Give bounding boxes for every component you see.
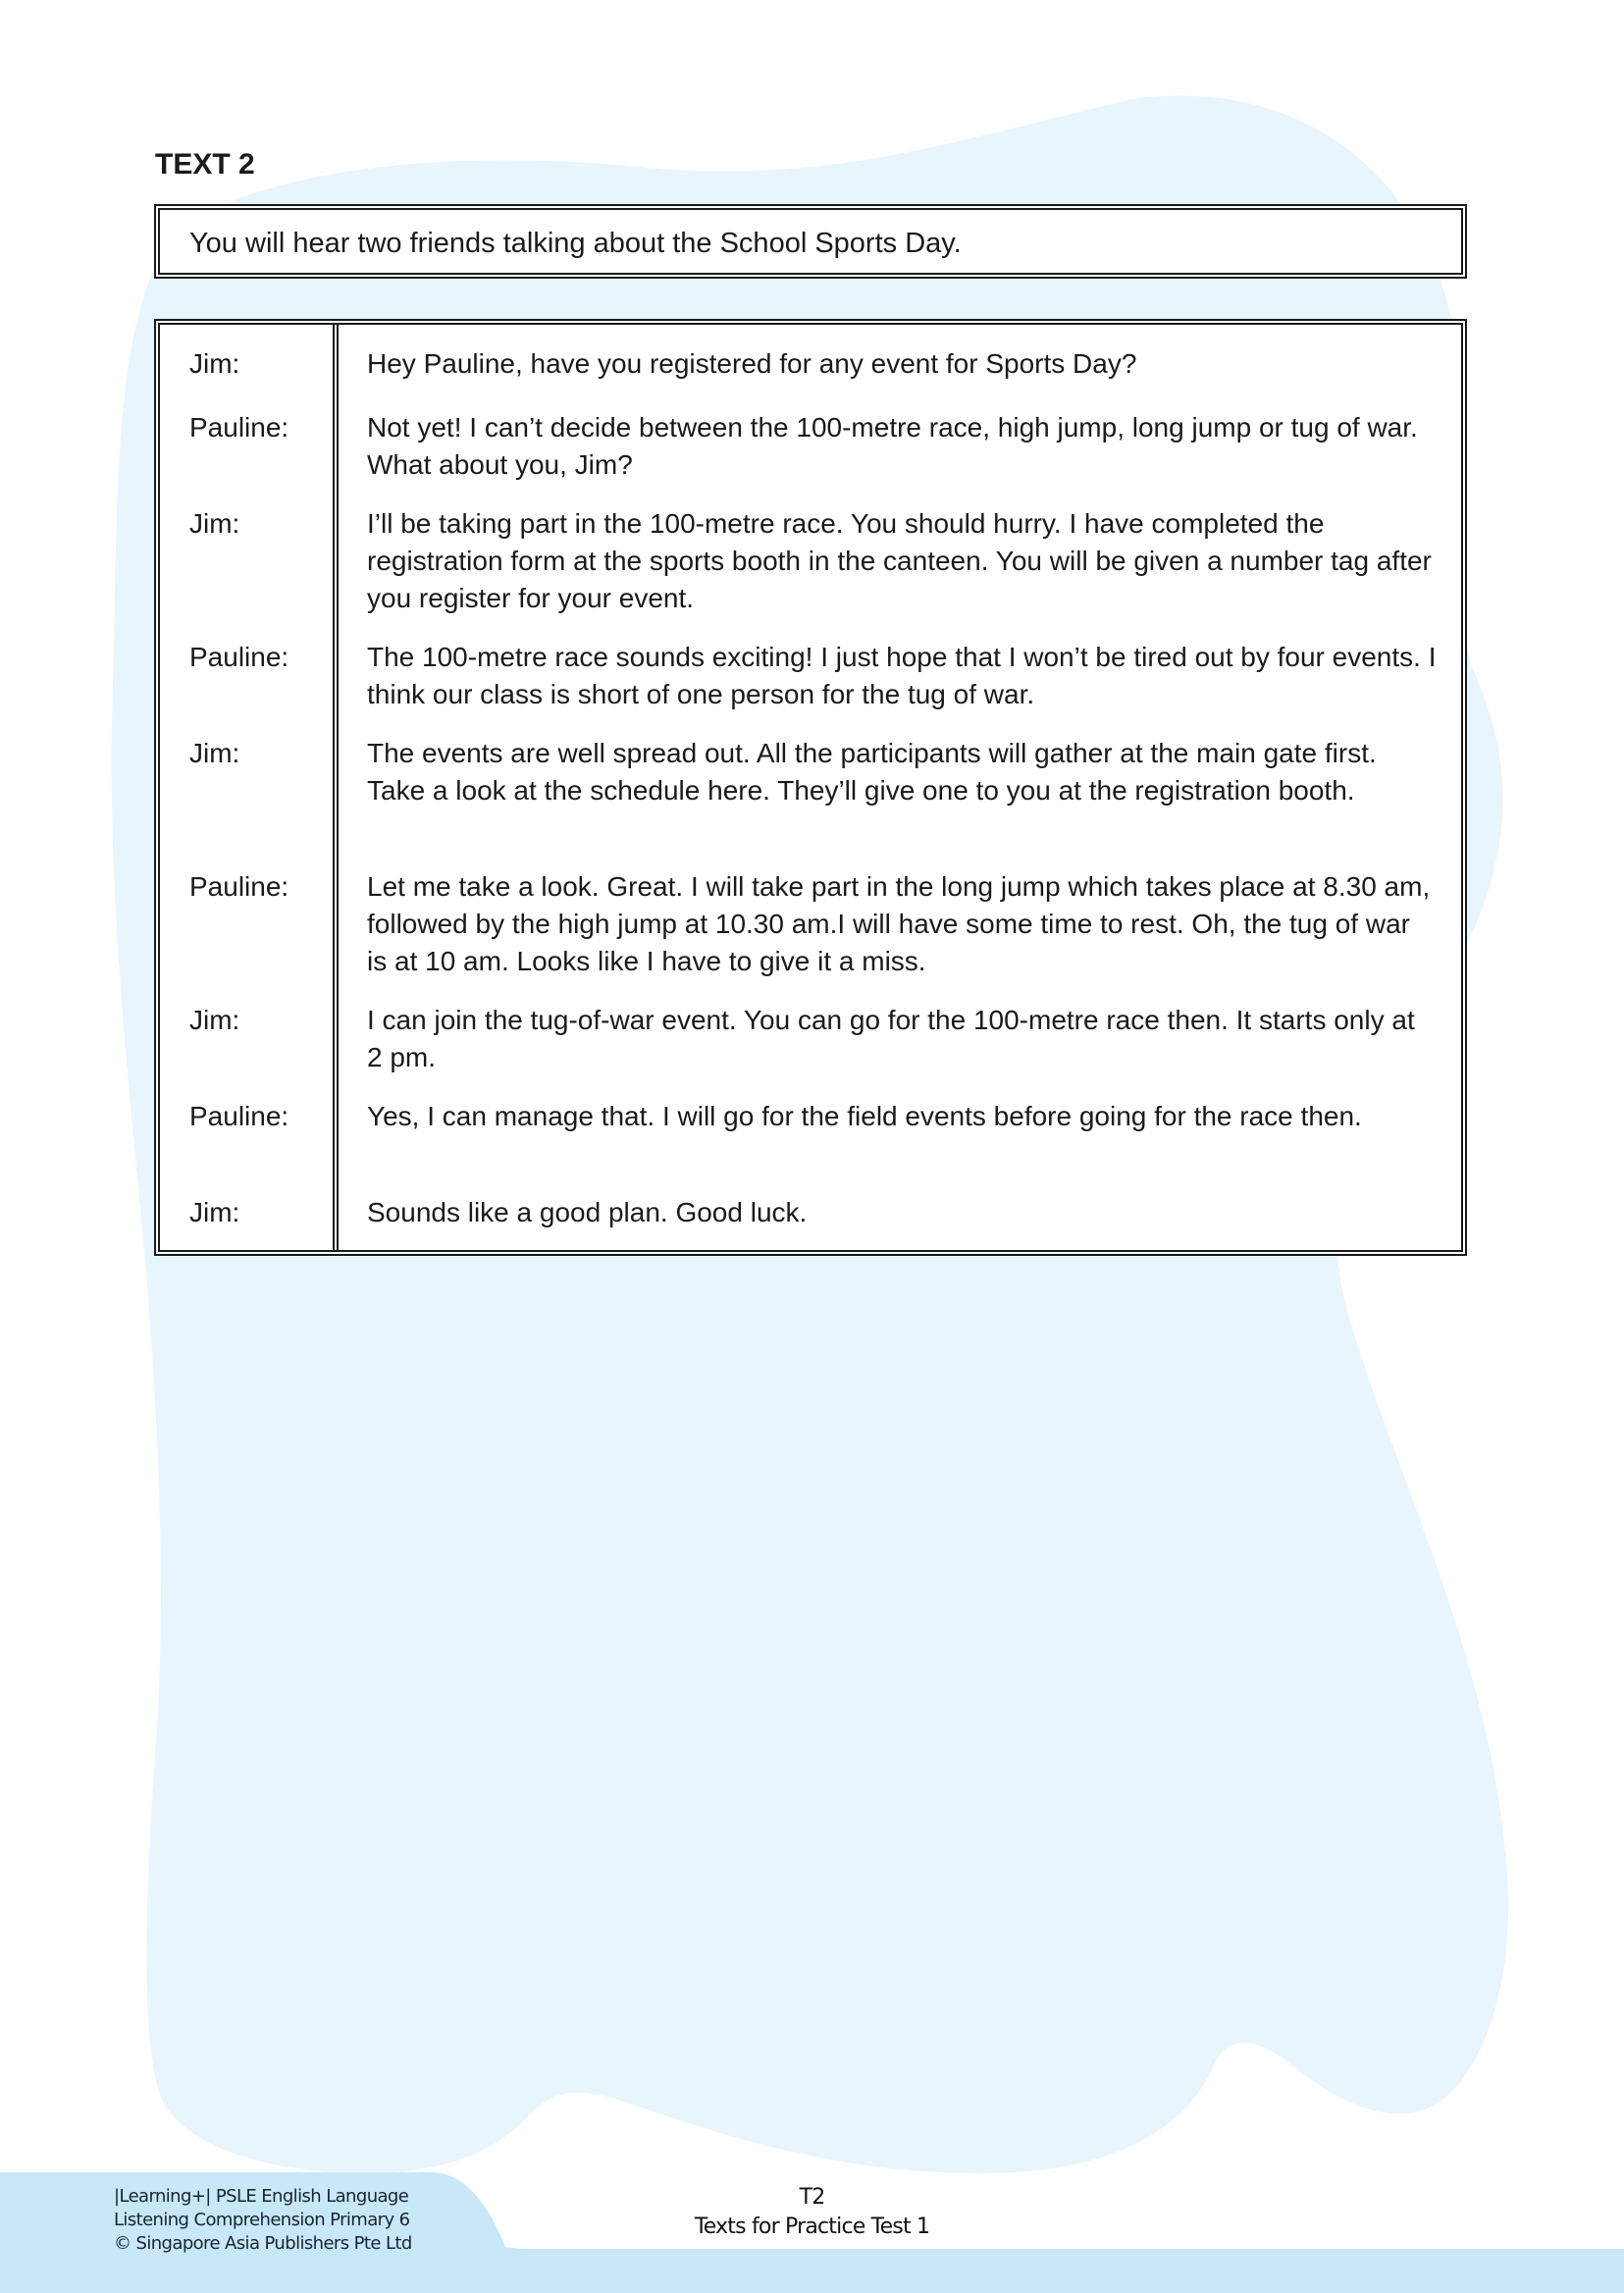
speaker-label: Jim: <box>189 508 240 539</box>
speaker-label: Jim: <box>189 738 240 768</box>
dialogue-line: The 100-metre race sounds exciting! I just hope that I won’t be tired out by four events. I think our class is short of one person for the tug of war. <box>367 642 1437 709</box>
publisher-line-series: |Learning+| PSLE English Language <box>114 2186 409 2207</box>
dialogue-table <box>154 319 1467 1256</box>
publisher-credits <box>114 2185 412 2256</box>
dialogue-line: Sounds like a good plan. Good luck. <box>367 1197 808 1227</box>
section-title: TEXT 2 <box>155 148 255 181</box>
dialogue-line: Let me take a look. Great. I will take part in the long jump which takes place at 8.30 am, followed by the high jump at 10.30 am.I will have some time to rest. Oh, the tug of war is at 10 am. Looks like I have to give it a miss. <box>367 871 1431 976</box>
dialogue-line: Yes, I can manage that. I will go for the field events before going for the race then. <box>367 1101 1362 1131</box>
page-number: T2 <box>799 2185 825 2210</box>
speaker-label: Pauline: <box>189 1101 289 1131</box>
dialogue-line: Not yet! I can’t decide between the 100-metre race, high jump, long jump or tug of war. What about you, Jim? <box>367 412 1418 480</box>
publisher-line-copyright: © Singapore Asia Publishers Pte Ltd <box>114 2233 412 2254</box>
speaker-label: Pauline: <box>189 412 289 443</box>
speaker-label: Jim: <box>189 1005 240 1035</box>
speaker-label: Pauline: <box>189 871 289 902</box>
section-label: Texts for Practice Test 1 <box>694 2215 930 2239</box>
publisher-line-book: Listening Comprehension Primary 6 <box>114 2210 410 2230</box>
dialogue-line: I’ll be taking part in the 100-metre race. You should hurry. I have completed the registration form at the sports booth in the canteen. You will be given a number tag after you register for your event. <box>367 508 1432 613</box>
column-divider <box>333 325 339 1250</box>
intro-text: You will hear two friends talking about the School Sports Day. <box>189 228 962 259</box>
intro-box <box>154 204 1467 279</box>
dialogue-line: Hey Pauline, have you registered for any event for Sports Day? <box>367 348 1137 379</box>
page-footer <box>628 2183 996 2242</box>
speaker-label: Jim: <box>189 348 240 379</box>
dialogue-line: I can join the tug-of-war event. You can go for the 100-metre race then. It starts only at 2 pm. <box>367 1005 1415 1072</box>
speaker-label: Pauline: <box>189 642 289 672</box>
speaker-label: Jim: <box>189 1197 240 1227</box>
dialogue-line: The events are well spread out. All the participants will gather at the main gate first. Take a look at the schedule here. They’ll give one to you at the registration booth. <box>367 738 1377 806</box>
